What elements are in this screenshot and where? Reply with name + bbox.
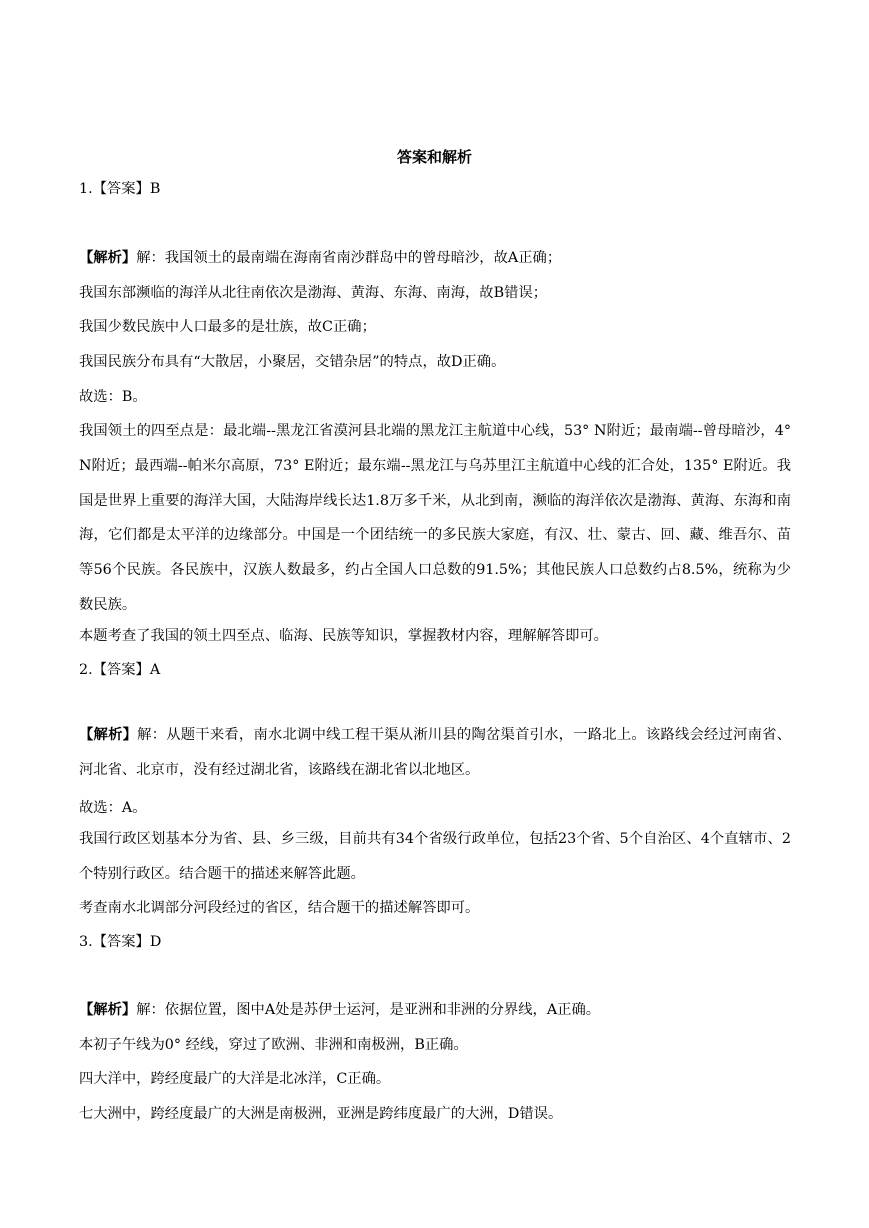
q1-analysis-text: 解：我国领土的最南端在海南省南沙群岛中的曾母暗沙，故A正确；	[136, 250, 562, 266]
q1-analysis-line	[79, 247, 791, 269]
q2-answer-label: 2.【答案】A	[79, 662, 161, 678]
q3-analysis-line	[79, 999, 791, 1021]
q3-analysis-tag: 【解析】	[79, 1002, 137, 1018]
q1-summary: 本题考查了我国的领土四至点、临海、民族等知识，掌握教材内容，理解解答即可。	[79, 628, 608, 644]
q2-analysis-text: 解：从题干来看，南水北调中线工程干渠从淅川县的陶岔渠首引水，一路北上。该路线会经过河南省、河北省、北京市，没有经过湖北省，该路线在湖北省以北地区。	[79, 727, 792, 778]
q1-analysis-tag: 【解析】	[79, 250, 137, 266]
q1-line-3: 我国少数民族中人口最多的是壮族，故C正确；	[79, 319, 376, 335]
q3-analysis-text: 解：依据位置，图中A处是苏伊士运河，是亚洲和非洲的分界线，A正确。	[136, 1002, 601, 1018]
q1-choice: 故选：B。	[79, 389, 147, 405]
q3-line-4: 七大洲中，跨经度最广的大洲是南极洲，亚洲是跨纬度最广的大洲，D错误。	[79, 1106, 563, 1122]
q3-answer-label: 3.【答案】D	[79, 934, 162, 950]
q1-line-2: 我国东部濒临的海洋从北往南依次是渤海、黄海、东海、南海，故B错误；	[79, 285, 548, 301]
q3-line-3: 四大洋中，跨经度最广的大洋是北冰洋，C正确。	[79, 1071, 391, 1087]
q2-summary: 考查南水北调部分河段经过的省区，结合题干的描述解答即可。	[79, 900, 480, 916]
q2-analysis-tag: 【解析】	[79, 727, 138, 743]
q2-knowledge-paragraph: 我国行政区划基本分为省、县、乡三级，目前共有34个省级行政单位，包括23个省、5个自治区、4个直辖市、2个特别行政区。结合题干的描述来解答此题。	[79, 831, 791, 882]
q1-line-4: 我国民族分布具有“大散居，小聚居，交错杂居”的特点，故D正确。	[79, 354, 506, 370]
q1-answer-label: 1.【答案】B	[79, 181, 161, 197]
q1-knowledge-paragraph: 我国领土的四至点是：最北端--黑龙江省漠河县北端的黑龙江主航道中心线，53° N附近；最南端--曾母暗沙，4° N附近；最西端--帕米尔高原，73° E附近；最东端--黑龙江与乌苏里江主航道中心线的汇合处，135° E附近。我国是世界上重要的海洋大国，大陆海岸线长达1.8万多千米，从北到南，濒临的海洋依次是渤海、黄海、东海和南海，它们都是太平洋的边缘部分。中国是一个团结统一的多民族大家庭，有汉、壮、蒙古、回、藏、维吾尔、苗等56个民族。各民族中，汉族人数最多，约占全国人口总数的91.5%；其他民族人口总数约占8.5%，统称为少数民族。	[79, 423, 791, 613]
q2-choice: 故选：A。	[79, 800, 147, 816]
page-title: 答案和解析	[396, 148, 472, 166]
q2-analysis-paragraph	[79, 718, 791, 788]
q3-line-2: 本初子午线为0° 经线，穿过了欧洲、非洲和南极洲，B正确。	[79, 1037, 468, 1053]
